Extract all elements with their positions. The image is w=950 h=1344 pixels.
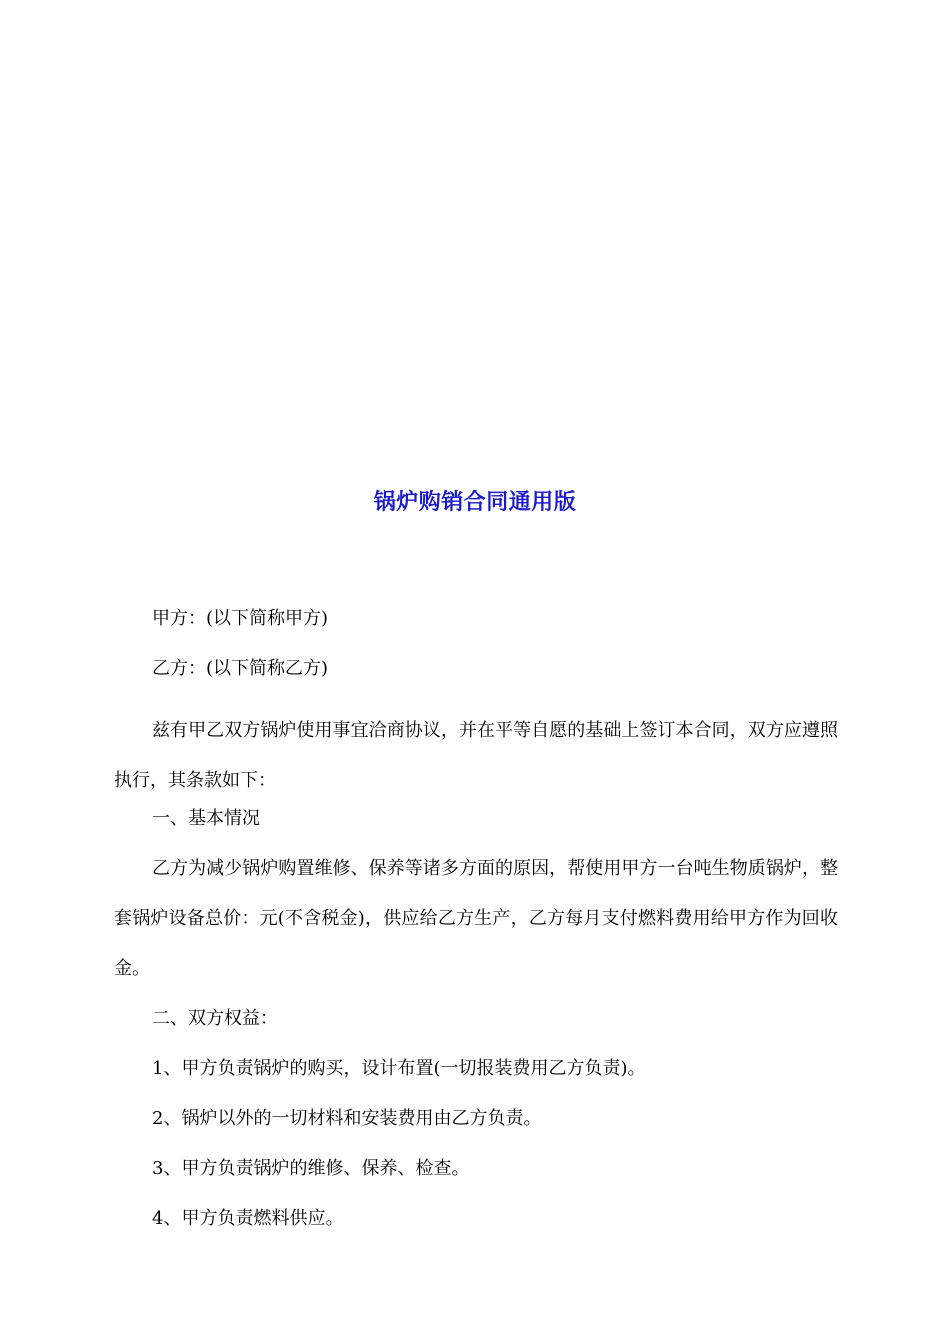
- paragraph-party-a: 甲方：(以下简称甲方): [152, 608, 329, 629]
- paragraph-party-b: 乙方：(以下简称乙方): [152, 658, 329, 679]
- paragraph-preamble: 兹有甲乙双方锅炉使用事宜洽商协议，并在平等自愿的基础上签订本合同，双方应遵照执行，其条款如下：: [114, 720, 838, 791]
- clause-4: 4、甲方负责燃料供应。: [152, 1208, 344, 1229]
- section-heading-rights: 二、双方权益：: [152, 1008, 278, 1029]
- clause-3: 3、甲方负责锅炉的维修、保养、检查。: [152, 1158, 470, 1179]
- clause-1: 1、甲方负责锅炉的购买，设计布置(一切报装费用乙方负责)。: [152, 1058, 646, 1079]
- document-title: 锅炉购销合同通用版: [373, 490, 577, 515]
- paragraph-basic-situation: 乙方为减少锅炉购置维修、保养等诸多方面的原因，帮使用甲方一台吨生物质锅炉，整套锅炉设备总价：元(不含税金)，供应给乙方生产，乙方每月支付燃料费用给甲方作为回收金。: [114, 858, 838, 979]
- clause-2: 2、锅炉以外的一切材料和安装费用由乙方负责。: [152, 1108, 542, 1129]
- section-heading-basic: 一、基本情况: [152, 808, 260, 829]
